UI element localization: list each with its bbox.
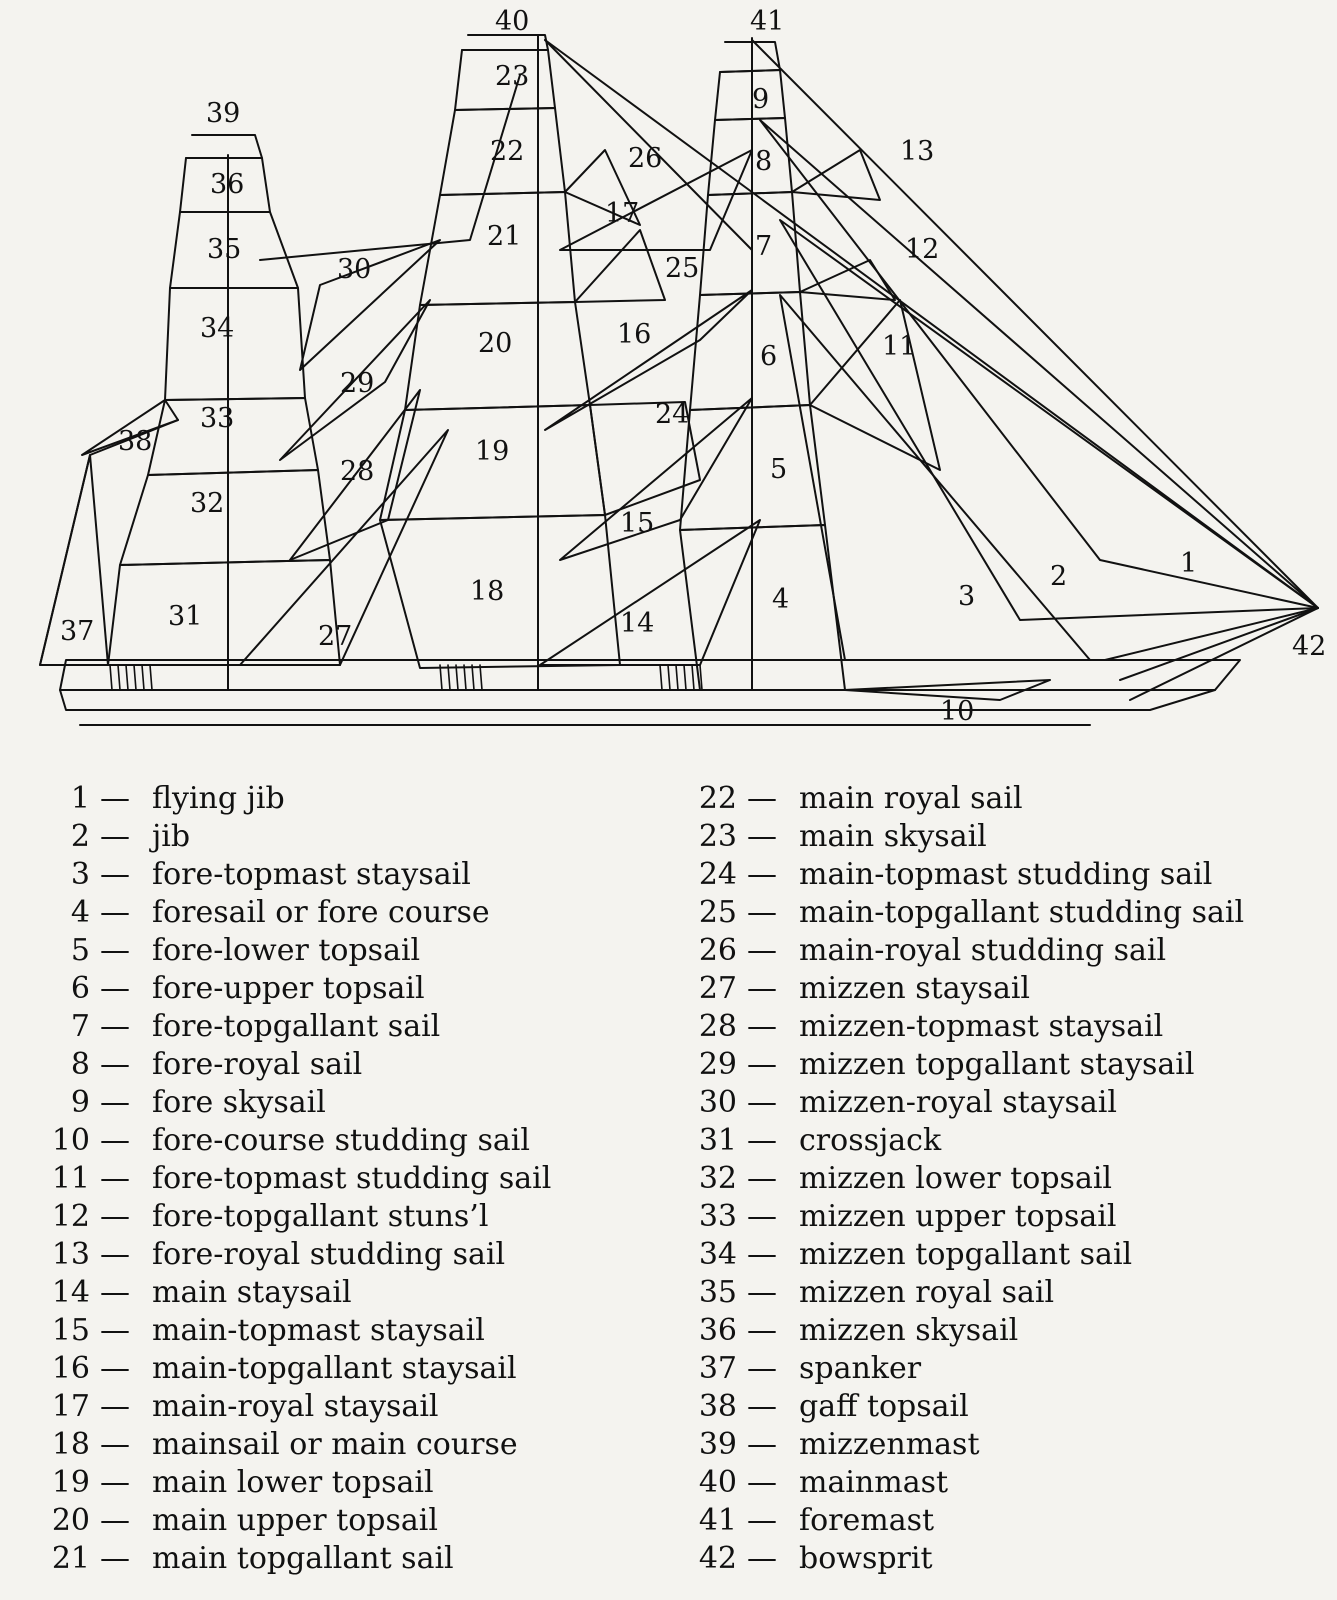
legend-item (697, 1540, 1337, 1578)
legend-number: 19 (51, 1465, 90, 1500)
legend-label: fore-topgallant stuns’l (152, 1199, 489, 1234)
legend-dash: — (747, 1427, 777, 1462)
legend-label: bowsprit (799, 1541, 933, 1576)
legend-number: 27 (698, 971, 737, 1006)
legend-dash: — (747, 971, 777, 1006)
label-2: 2 (1050, 561, 1068, 592)
legend-item (50, 780, 690, 818)
legend-number: 30 (698, 1085, 737, 1120)
legend-dash: — (100, 1123, 130, 1158)
legend-number: 16 (51, 1351, 90, 1386)
legend-label: fore-course studding sail (152, 1123, 530, 1158)
legend-item (50, 1388, 690, 1426)
legend-number: 39 (698, 1427, 737, 1462)
legend-number: 7 (70, 1009, 90, 1044)
label-39: 39 (206, 98, 241, 129)
legend-number: 12 (51, 1199, 90, 1234)
legend-number: 5 (70, 933, 90, 968)
label-31: 31 (168, 601, 203, 632)
legend-dash: — (100, 1275, 130, 1310)
legend-dash: — (747, 1199, 777, 1234)
legend-item (697, 780, 1337, 818)
label-26: 26 (628, 143, 663, 174)
legend-item (50, 1008, 690, 1046)
legend-dash: — (100, 1009, 130, 1044)
legend-label: flying jib (152, 781, 285, 816)
legend-dash: — (747, 1009, 777, 1044)
label-14: 14 (620, 608, 655, 639)
legend-item (50, 1160, 690, 1198)
legend-number: 6 (70, 971, 90, 1006)
label-28: 28 (340, 456, 375, 487)
legend-item (50, 1540, 690, 1578)
legend-label: mizzen upper topsail (799, 1199, 1117, 1234)
legend-number: 13 (51, 1237, 90, 1272)
legend-label: mainsail or main course (152, 1427, 518, 1462)
legend-number: 32 (698, 1161, 737, 1196)
legend-item (697, 1046, 1337, 1084)
label-9: 9 (752, 84, 770, 115)
label-32: 32 (190, 488, 225, 519)
legend-dash: — (100, 819, 130, 854)
shroud-lines (110, 665, 702, 690)
legend-item (697, 1008, 1337, 1046)
legend-dash: — (747, 1275, 777, 1310)
label-11: 11 (882, 331, 917, 362)
legend-label: main lower topsail (152, 1465, 434, 1500)
legend-item (50, 1350, 690, 1388)
legend-dash: — (100, 1465, 130, 1500)
legend-number: 41 (698, 1503, 737, 1538)
legend-dash: — (100, 1351, 130, 1386)
legend-number: 15 (51, 1313, 90, 1348)
legend-number: 11 (51, 1161, 90, 1196)
legend-label: gaff topsail (799, 1389, 969, 1424)
legend-label: main upper topsail (152, 1503, 438, 1538)
label-29: 29 (340, 368, 375, 399)
label-8: 8 (755, 146, 773, 177)
label-22: 22 (490, 136, 525, 167)
legend-dash: — (747, 895, 777, 930)
legend-item (697, 856, 1337, 894)
legend-item (697, 1464, 1337, 1502)
legend-number: 34 (698, 1237, 737, 1272)
legend-number: 20 (51, 1503, 90, 1538)
legend-dash: — (100, 1541, 130, 1576)
label-37: 37 (60, 616, 95, 647)
legend-label: foresail or fore course (152, 895, 490, 930)
label-20: 20 (478, 328, 513, 359)
legend-dash: — (747, 1351, 777, 1386)
legend-item (50, 1502, 690, 1540)
legend-number: 36 (698, 1313, 737, 1348)
legend-label: mizzenmast (799, 1427, 980, 1462)
legend-dash: — (747, 1047, 777, 1082)
legend-number: 4 (70, 895, 90, 930)
legend-right-column (697, 780, 1337, 1578)
legend-item (697, 1160, 1337, 1198)
legend-number: 17 (51, 1389, 90, 1424)
label-24: 24 (655, 399, 690, 430)
legend-label: main royal sail (799, 781, 1023, 816)
legend-item (697, 1426, 1337, 1464)
legend-dash: — (100, 1199, 130, 1234)
legend-dash: — (747, 933, 777, 968)
label-16: 16 (617, 319, 652, 350)
legend-item (697, 1198, 1337, 1236)
legend-label: main-royal studding sail (799, 933, 1167, 968)
legend-item (697, 894, 1337, 932)
legend-number: 10 (51, 1123, 90, 1158)
legend-item (697, 932, 1337, 970)
legend-dash: — (747, 1541, 777, 1576)
label-19: 19 (475, 436, 510, 467)
legend-number: 28 (698, 1009, 737, 1044)
legend-item (50, 970, 690, 1008)
legend-dash: — (100, 1085, 130, 1120)
legend-dash: — (747, 1237, 777, 1272)
legend-left-column (50, 780, 690, 1578)
legend-dash: — (747, 1465, 777, 1500)
legend-label: mizzen topgallant sail (799, 1237, 1133, 1272)
legend-item (697, 1312, 1337, 1350)
legend-dash: — (747, 1313, 777, 1348)
label-23: 23 (495, 61, 530, 92)
legend-item (50, 1274, 690, 1312)
label-40: 40 (495, 6, 530, 37)
legend-label: main topgallant sail (152, 1541, 454, 1576)
legend-number: 3 (70, 857, 90, 892)
legend-number: 40 (698, 1465, 737, 1500)
label-30: 30 (337, 254, 372, 285)
label-42: 42 (1292, 631, 1327, 662)
legend-number: 22 (698, 781, 737, 816)
label-4: 4 (772, 584, 790, 615)
legend-item (50, 1084, 690, 1122)
legend-label: main-topmast staysail (152, 1313, 485, 1348)
legend-number: 21 (51, 1541, 90, 1576)
legend-number: 8 (70, 1047, 90, 1082)
legend-number: 2 (70, 819, 90, 854)
legend-dash: — (747, 1161, 777, 1196)
legend-label: main-topgallant staysail (152, 1351, 517, 1386)
legend-item (50, 1046, 690, 1084)
legend-dash: — (747, 857, 777, 892)
legend-dash: — (100, 895, 130, 930)
label-1: 1 (1180, 548, 1198, 579)
legend-item (697, 1084, 1337, 1122)
legend-item (50, 1464, 690, 1502)
legend-dash: — (747, 1503, 777, 1538)
legend-label: jib (152, 819, 191, 854)
legend-item (50, 856, 690, 894)
legend-label: mizzen skysail (799, 1313, 1019, 1348)
legend-number: 29 (698, 1047, 737, 1082)
legend-label: mizzen-royal staysail (799, 1085, 1117, 1120)
legend-item (697, 1122, 1337, 1160)
legend-dash: — (100, 971, 130, 1006)
legend-label: fore-topgallant sail (152, 1009, 441, 1044)
ship-drawing (40, 35, 1318, 725)
label-17: 17 (605, 198, 640, 229)
label-12: 12 (905, 234, 940, 265)
legend-label: main-royal staysail (152, 1389, 439, 1424)
legend-number: 38 (698, 1389, 737, 1424)
legend-dash: — (747, 781, 777, 816)
legend-number: 9 (70, 1085, 90, 1120)
legend-item (697, 1236, 1337, 1274)
legend-dash: — (100, 857, 130, 892)
label-10: 10 (940, 696, 975, 727)
label-34: 34 (200, 313, 235, 344)
legend-number: 31 (698, 1123, 737, 1158)
legend-label: mainmast (799, 1465, 949, 1500)
legend-item (697, 1274, 1337, 1312)
legend-item (50, 1426, 690, 1464)
legend-item (50, 1198, 690, 1236)
legend-dash: — (747, 1123, 777, 1158)
legend-label: fore-topmast staysail (152, 857, 471, 892)
legend-dash: — (100, 933, 130, 968)
legend-label: foremast (799, 1503, 935, 1538)
legend-item (697, 1350, 1337, 1388)
legend-number: 23 (698, 819, 737, 854)
legend-label: fore-lower topsail (152, 933, 421, 968)
legend-label: fore-upper topsail (152, 971, 425, 1006)
legend-number: 35 (698, 1275, 737, 1310)
legend-item (50, 894, 690, 932)
label-33: 33 (200, 403, 235, 434)
legend-number: 24 (698, 857, 737, 892)
legend-item (697, 1502, 1337, 1540)
legend-number: 37 (698, 1351, 737, 1386)
legend-label: main-topmast studding sail (799, 857, 1213, 892)
legend-number: 26 (698, 933, 737, 968)
legend-dash: — (100, 1313, 130, 1348)
sail-plan-diagram (0, 0, 1337, 760)
label-38: 38 (118, 426, 153, 457)
label-6: 6 (760, 341, 778, 372)
label-25: 25 (665, 253, 700, 284)
legend-item (50, 818, 690, 856)
legend-label: fore-royal sail (152, 1047, 363, 1082)
legend-number: 18 (51, 1427, 90, 1462)
label-13: 13 (900, 136, 935, 167)
legend-dash: — (747, 1085, 777, 1120)
legend-number: 33 (698, 1199, 737, 1234)
legend-item (697, 1388, 1337, 1426)
label-7: 7 (755, 231, 773, 262)
legend-item (697, 970, 1337, 1008)
legend-label: main staysail (152, 1275, 352, 1310)
legend-label: main-topgallant studding sail (799, 895, 1245, 930)
label-27: 27 (318, 621, 353, 652)
legend-label: mizzen lower topsail (799, 1161, 1113, 1196)
legend-label: mizzen-topmast staysail (799, 1009, 1164, 1044)
legend-item (50, 1122, 690, 1160)
legend-dash: — (100, 1237, 130, 1272)
legend-item (697, 818, 1337, 856)
legend-dash: — (747, 1389, 777, 1424)
label-21: 21 (487, 221, 522, 252)
legend-item (50, 932, 690, 970)
legend-label: crossjack (799, 1123, 942, 1158)
legend-label: mizzen staysail (799, 971, 1031, 1006)
legend-label: fore-royal studding sail (152, 1237, 506, 1272)
legend-dash: — (100, 1161, 130, 1196)
label-41: 41 (750, 6, 785, 37)
legend-label: mizzen royal sail (799, 1275, 1055, 1310)
label-35: 35 (207, 234, 242, 265)
label-5: 5 (770, 454, 788, 485)
legend-number: 1 (70, 781, 90, 816)
legend-dash: — (100, 1503, 130, 1538)
legend-number: 25 (698, 895, 737, 930)
legend-item (50, 1236, 690, 1274)
legend-number: 14 (51, 1275, 90, 1310)
legend-dash: — (100, 1427, 130, 1462)
label-36: 36 (210, 169, 245, 200)
label-3: 3 (958, 581, 976, 612)
legend-dash: — (747, 819, 777, 854)
legend-dash: — (100, 1389, 130, 1424)
legend-item (50, 1312, 690, 1350)
legend-label: fore skysail (152, 1085, 326, 1120)
legend-label: fore-topmast studding sail (152, 1161, 552, 1196)
legend-label: main skysail (799, 819, 987, 854)
label-15: 15 (620, 508, 655, 539)
label-18: 18 (470, 576, 505, 607)
legend-label: mizzen topgallant staysail (799, 1047, 1195, 1082)
legend-number: 42 (698, 1541, 737, 1576)
legend-label: spanker (799, 1351, 922, 1386)
legend-dash: — (100, 781, 130, 816)
legend-dash: — (100, 1047, 130, 1082)
